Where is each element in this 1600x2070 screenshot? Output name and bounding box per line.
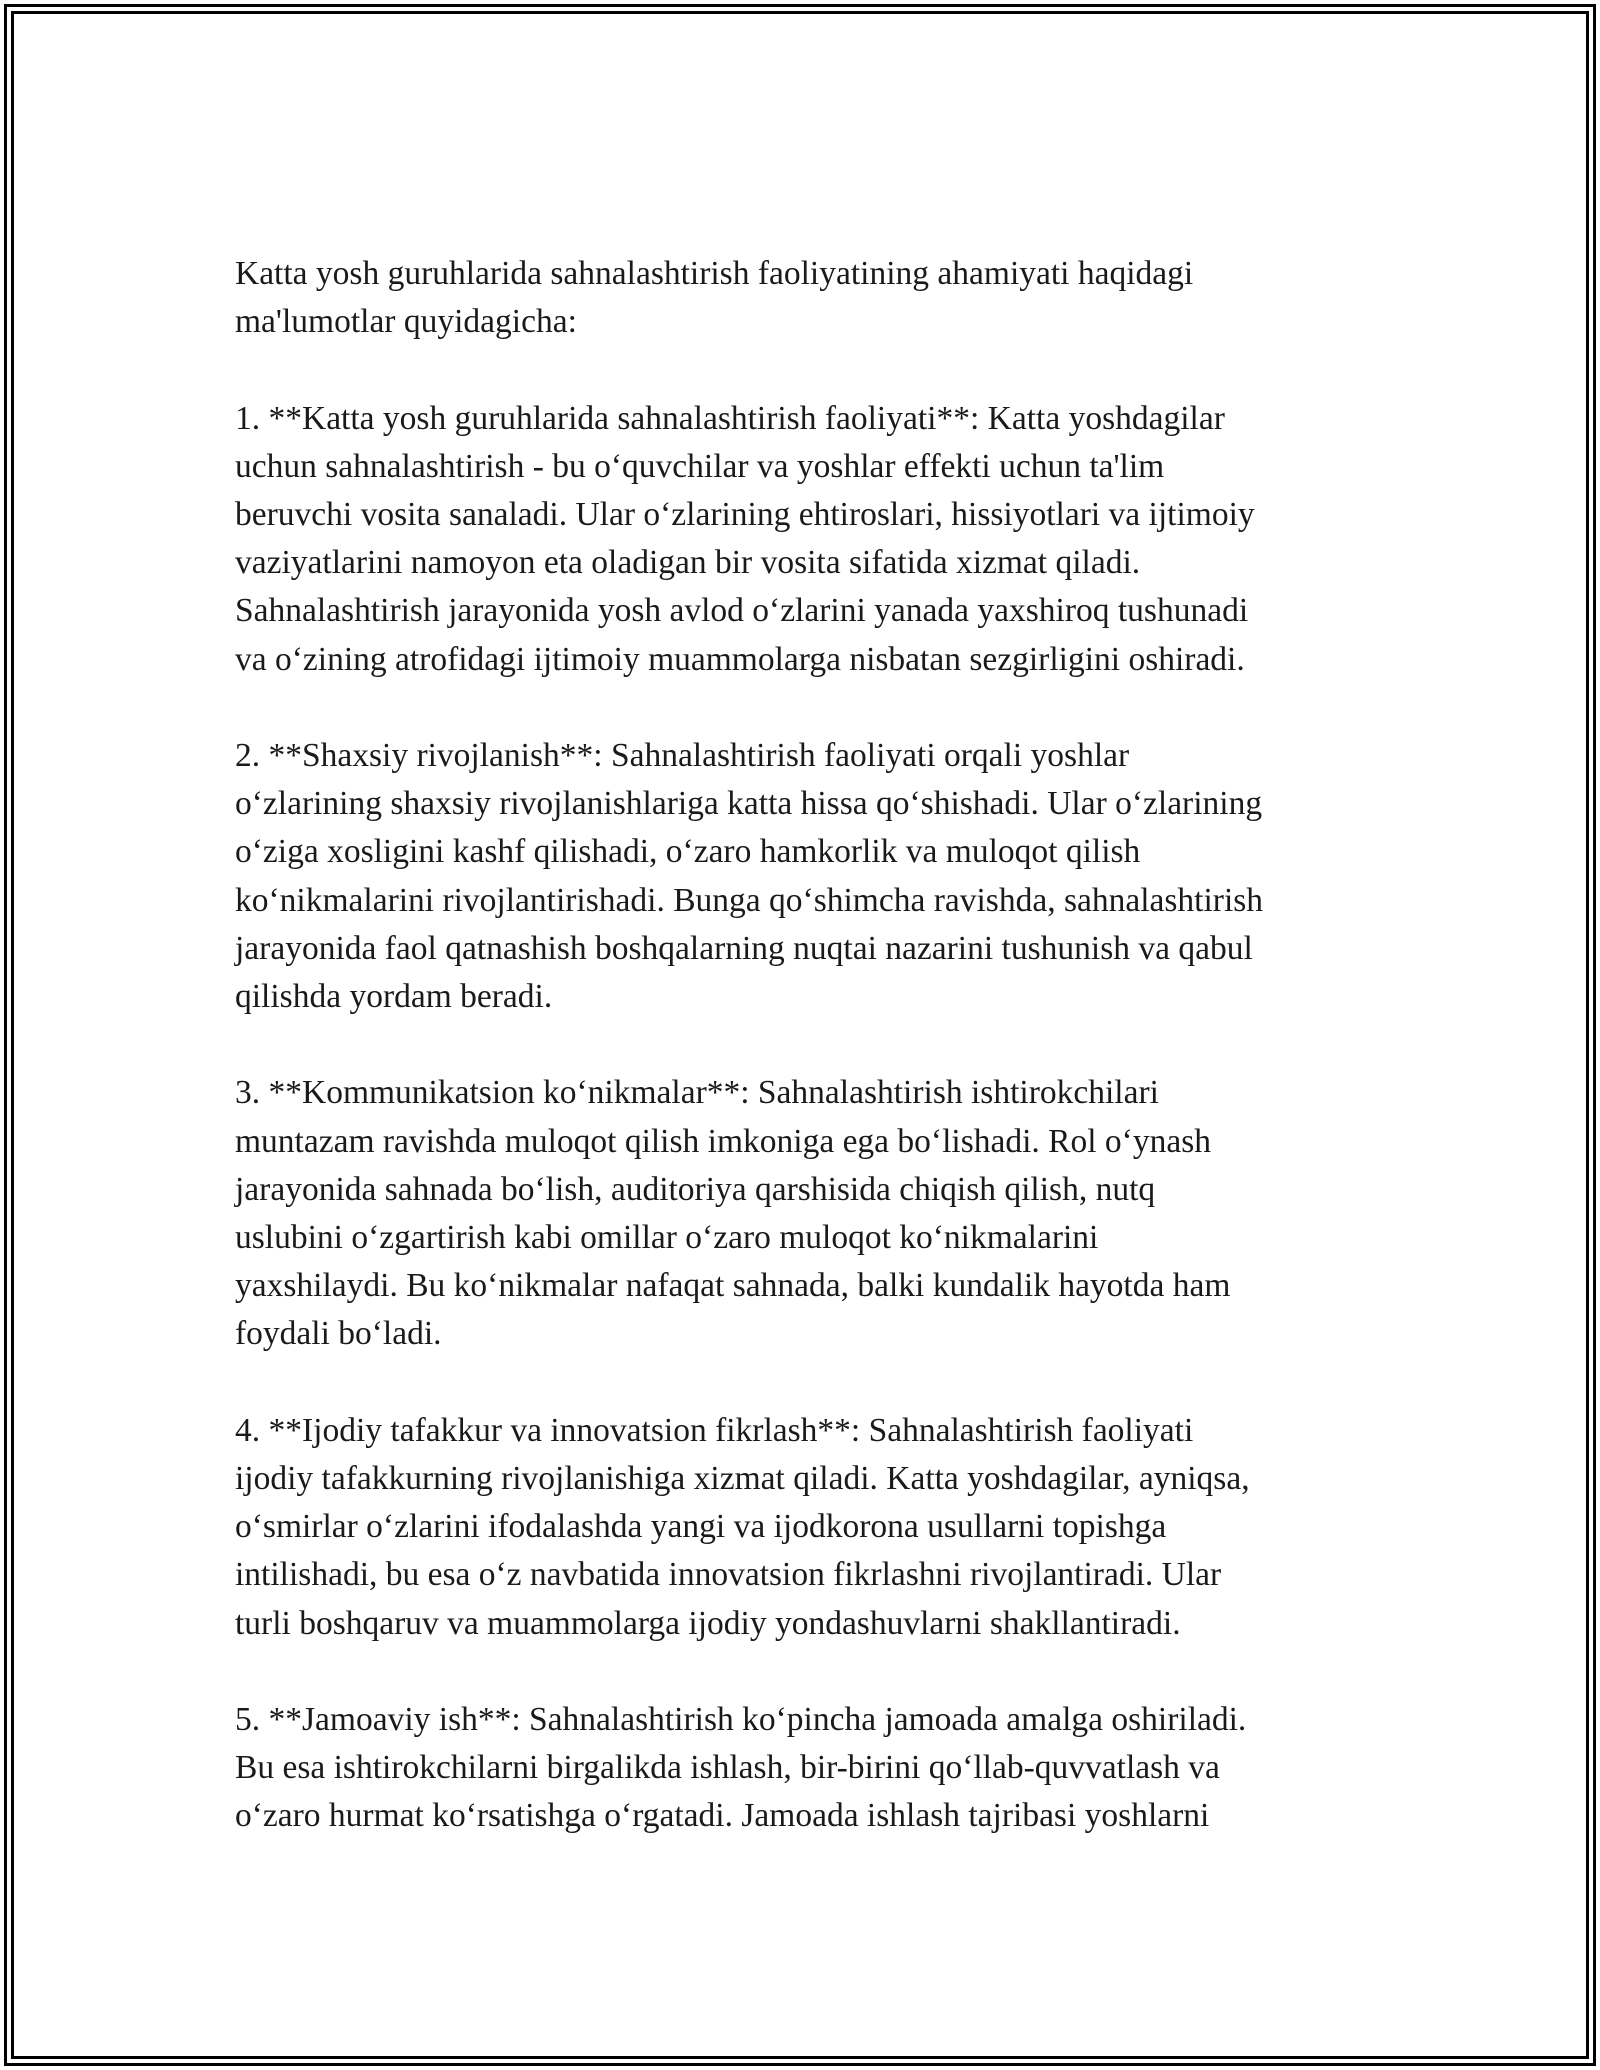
text-line: 2. **Shaxsiy rivojlanish**: Sahnalashtirish faoliyati orqali yoshlar bbox=[235, 737, 1130, 774]
text-line: intilishadi, bu esa o‘z navbatida innovatsion fikrlashni rivojlantiradi. Ular bbox=[235, 1556, 1222, 1594]
list-item-2 bbox=[235, 732, 1395, 1021]
text-line: 3. **Kommunikatsion ko‘nikmalar**: Sahnalashtirish ishtirokchilari bbox=[235, 1074, 1159, 1112]
text-line: 5. **Jamoaviy ish**: Sahnalashtirish ko‘pincha jamoada amalga oshiriladi. bbox=[235, 1701, 1247, 1739]
list-item-3 bbox=[235, 1069, 1395, 1358]
text-line: qilishda yordam beradi. bbox=[235, 978, 553, 1016]
text-line: o‘ziga xosligini kashf qilishadi, o‘zaro hamkorlik va muloqot qilish bbox=[235, 833, 1141, 871]
text-line: ko‘nikmalarini rivojlantirishadi. Bunga qo‘shimcha ravishda, sahnalashtirish bbox=[235, 881, 1264, 919]
text-line: ijodiy tafakkurning rivojlanishiga xizmat qiladi. Katta yoshdagilar, ayniqsa, bbox=[235, 1460, 1250, 1498]
intro-paragraph bbox=[235, 250, 1395, 346]
text-line: Sahnalashtirish jarayonida yosh avlod o‘zlarini yanada yaxshiroq tushunadi bbox=[235, 592, 1249, 630]
text-line: turli boshqaruv va muammolarga ijodiy yondashuvlarni shakllantiradi. bbox=[235, 1604, 1181, 1642]
text-line: va o‘zining atrofidagi ijtimoiy muammolarga nisbatan sezgirligini oshiradi. bbox=[235, 640, 1245, 678]
text-line: o‘zaro hurmat ko‘rsatishga o‘rgatadi. Jamoada ishlash tajribasi yoshlarni bbox=[235, 1797, 1210, 1835]
list-item-1 bbox=[235, 395, 1395, 684]
text-line: Bu esa ishtirokchilarni birgalikda ishlash, bir-birini qo‘llab-quvvatlash va bbox=[235, 1749, 1220, 1787]
text-line: Katta yosh guruhlarida sahnalashtirish faoliyatining ahamiyati haqidagi bbox=[235, 255, 1194, 292]
text-line: foydali bo‘ladi. bbox=[235, 1315, 442, 1353]
text-line: 4. **Ijodiy tafakkur va innovatsion fikrlash**: Sahnalashtirish faoliyati bbox=[235, 1411, 1194, 1449]
text-line: ma'lumotlar quyidagicha: bbox=[235, 303, 577, 341]
list-item-5 bbox=[235, 1696, 1395, 1841]
text-line: vaziyatlarini namoyon eta oladigan bir vosita sifatida xizmat qiladi. bbox=[235, 544, 1141, 582]
text-line: yaxshilaydi. Bu ko‘nikmalar nafaqat sahnada, balki kundalik hayotda ham bbox=[235, 1267, 1231, 1305]
document-body bbox=[235, 250, 1395, 1889]
text-line: beruvchi vosita sanaladi. Ular o‘zlarining ehtiroslari, hissiyotlari va ijtimoiy bbox=[235, 496, 1255, 533]
text-line: uslubini o‘zgartirish kabi omillar o‘zaro muloqot ko‘nikmalarini bbox=[235, 1219, 1099, 1257]
text-line: muntazam ravishda muloqot qilish imkoniga ega bo‘lishadi. Rol o‘ynash bbox=[235, 1122, 1211, 1160]
text-line: uchun sahnalashtirish - bu o‘quvchilar va yoshlar effekti uchun ta'lim bbox=[235, 447, 1165, 485]
text-line: 1. **Katta yosh guruhlarida sahnalashtirish faoliyati**: Katta yoshdagilar bbox=[235, 399, 1225, 437]
text-line: jarayonida sahnada bo‘lish, auditoriya qarshisida chiqish qilish, nutq bbox=[235, 1170, 1156, 1208]
text-line: jarayonida faol qatnashish boshqalarning nuqtai nazarini tushunish va qabul bbox=[235, 929, 1253, 967]
list-item-4 bbox=[235, 1407, 1395, 1648]
text-line: o‘smirlar o‘zlarini ifodalashda yangi va ijodkorona usullarni topishga bbox=[235, 1508, 1167, 1546]
text-line: o‘zlarining shaxsiy rivojlanishlariga katta hissa qo‘shishadi. Ular o‘zlarining bbox=[235, 785, 1263, 823]
